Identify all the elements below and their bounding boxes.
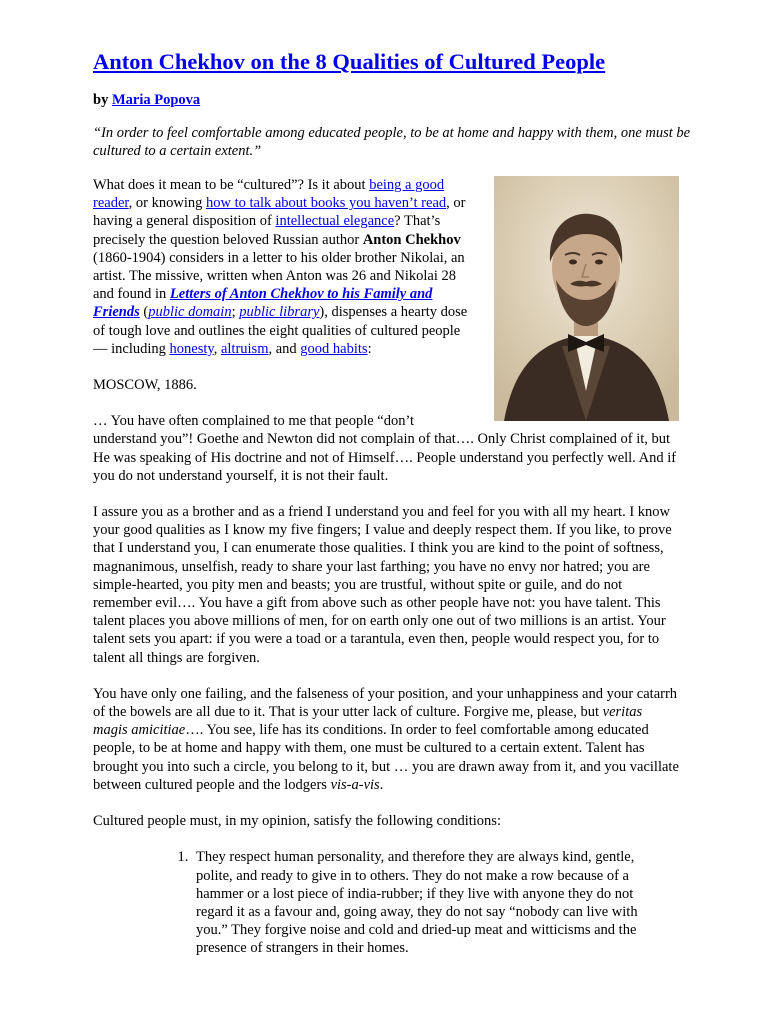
altruism-link[interactable]: altruism [220, 340, 269, 357]
public-library-link[interactable] [239, 304, 319, 320]
article-title [93, 48, 605, 76]
article-body [93, 176, 679, 958]
good-habits-link[interactable]: good habits [300, 340, 368, 357]
intro-text-8: ), dispenses a hearty dose of tough love and outlines the eight qualities of cultured people — including [93, 304, 468, 357]
portrait-illustration [494, 176, 679, 421]
letter-paragraph-3 [93, 685, 679, 794]
talk-about-books-link[interactable]: how to talk about books you haven’t read [205, 195, 447, 212]
intro-text-2: , or knowing [128, 195, 206, 212]
letter-paragraph-1: … You have often complained to me that people “don’t understand you”! Goethe and Newton did not complain of that…. Only Christ complained of it, but He was speaking of His doctrine and not of Himself…. People understand you perfectly well. And if you do not understand yourself, it is not their fault. [93, 413, 677, 484]
letter-paragraph-4: Cultured people must, in my opinion, satisfy the following conditions: [93, 813, 501, 830]
intro-text-11: : [367, 340, 372, 357]
letter-dateline: MOSCOW, 1886. [93, 377, 197, 394]
byline-prefix: by [93, 92, 109, 108]
letter-p3-text-c: . [379, 776, 384, 793]
intro-text-1: What does it mean to be “cultured”? Is it about [93, 177, 370, 193]
article-title-link[interactable]: Anton Chekhov on the 8 Qualities of Cultured People [93, 49, 606, 74]
chekhov-portrait-image [494, 176, 679, 421]
intro-text-7: ; [231, 304, 240, 321]
epigraph-quote: “In order to feel comfortable among educated people, to be at home and happy with them, one must be cultured to a certain extent.” [93, 125, 691, 160]
honesty-link[interactable]: honesty [169, 340, 214, 357]
being-a-good-reader-link[interactable]: being a good reader [93, 177, 445, 212]
byline [93, 91, 200, 109]
latin-phrase: veritas magis amicitiae [93, 704, 643, 739]
letter-p3-text-b: …. You see, life has its conditions. In order to feel comfortable among educated people, to be at home and happy with them, one must be cultured to a certain extent. Talent has brought you into such a circle, you belong to it, but … you are drawn away from it, and you vacillate between cultured people and the lodgers [93, 722, 679, 793]
public-library-label: public library [239, 304, 320, 321]
letter-paragraph-2: I assure you as a brother and as a friend I understand you and feel for you with all my heart. I know your good qualities as I know my five fingers; I value and deeply respect them. If you like, to prove that I understand you, I can enumerate those qualities. I think you are kind to the point of softness, magnanimous, unselfish, ready to share your last farthing; you have no envy nor hatred; you are simple-hearted, you pity men and beasts; you are trustful, without spite or guile, and do not remember evil…. You have a gift from above such as other people have not: you have talent. This talent places you above millions of men, for on earth only one out of two millions is an artist. Your talent sets you apart: if you were a toad or a tarantula, even then, people would respect you, for to talent all things are forgiven. [93, 504, 672, 666]
author-name-bold: Anton Chekhov [362, 231, 461, 248]
intellectual-elegance-link[interactable]: intellectual elegance [275, 213, 395, 230]
public-domain-link[interactable] [148, 304, 231, 320]
intro-text-3: , or having a general disposition of [93, 195, 466, 230]
intro-text-9: , [213, 340, 221, 357]
intro-text-5: (1860-1904) considers in a letter to his older brother Nikolai, an artist. The missive, written when Anton was 26 and Nikolai 28 and found in [93, 249, 465, 303]
vis-a-vis-phrase: vis-a-vis [330, 776, 380, 793]
intro-text-6: ( [139, 304, 149, 321]
public-domain-label: public domain [148, 304, 232, 321]
intro-text-10: , and [268, 340, 301, 357]
letter-p3-text-a: You have only one failing, and the falseness of your position, and your unhappiness and your catarrh of the bowels are all due to it. That is your utter lack of culture. Forgive me, please, but [93, 685, 678, 721]
intro-text-4: ? That’s precisely the question beloved Russian author [93, 213, 441, 248]
condition-item: 1. They respect human personality, and therefore they are always kind, gentle, polite, and ready to give in to others. They do not make a row because of a hammer or a lost piece of india-rubber; if they live with anyone they do not regard it as a favour and, going away, they do not say “nobody can live with you.” They forgive noise and cold and dried-up meat and witticisms and the presence of strangers in their homes. [192, 848, 667, 957]
author-link[interactable]: Maria Popova [111, 92, 201, 108]
conditions-list [93, 848, 679, 957]
letters-book-title: Letters of Anton Chekhov to his Family and Friends [93, 286, 433, 321]
